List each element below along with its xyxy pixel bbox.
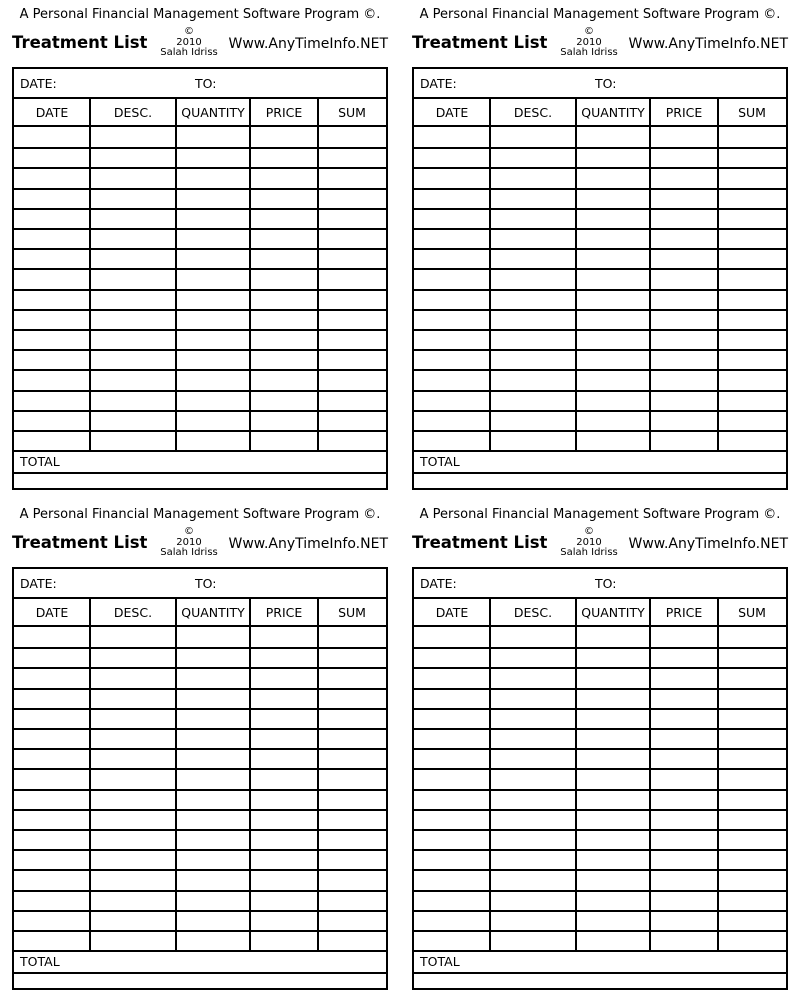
author-name: Salah Idriss [160, 547, 218, 558]
table-row-divider [14, 829, 386, 831]
to-label: TO: [595, 576, 617, 591]
table-row-divider [14, 647, 386, 649]
date-label: DATE: [420, 76, 457, 91]
total-label: TOTAL [20, 454, 60, 469]
date-row[interactable] [414, 69, 786, 99]
website-link[interactable]: Www.AnyTimeInfo.NET [228, 36, 388, 52]
tagline: A Personal Financial Management Software Program ©. [419, 507, 781, 522]
table-row-divider [14, 869, 386, 871]
ledger-sheet [412, 567, 788, 990]
website-link[interactable]: Www.AnyTimeInfo.NET [628, 536, 788, 552]
column-divider [317, 99, 319, 450]
copyright-credit [152, 527, 226, 559]
table-row-divider [414, 728, 786, 730]
date-row[interactable] [14, 569, 386, 599]
treatment-list-form [412, 500, 788, 992]
table-row-divider [414, 369, 786, 371]
table-row-divider [14, 728, 386, 730]
table-row-divider [14, 167, 386, 169]
author-name: Salah Idriss [560, 47, 618, 58]
copyright-credit [152, 27, 226, 59]
table-row-divider [14, 910, 386, 912]
column-divider [175, 599, 177, 950]
to-label: TO: [195, 576, 217, 591]
column-header: DATE [14, 99, 90, 127]
table-row-divider [14, 309, 386, 311]
table-row-divider [414, 849, 786, 851]
copyright-symbol: © [584, 526, 594, 537]
ledger-sheet [12, 67, 388, 490]
table-row-divider [414, 147, 786, 149]
copyright-symbol: © [584, 26, 594, 37]
table-row-divider [414, 248, 786, 250]
copyright-year: 2010 [576, 536, 602, 548]
column-header: SUM [718, 599, 786, 627]
treatment-list-form [12, 0, 388, 492]
column-header: SUM [318, 99, 386, 127]
column-header: QUANTITY [576, 599, 650, 627]
table-row-divider [414, 667, 786, 669]
column-header: PRICE [250, 599, 318, 627]
date-row[interactable] [414, 569, 786, 599]
table-row-divider [414, 748, 786, 750]
table-row-divider [414, 890, 786, 892]
column-header: PRICE [250, 99, 318, 127]
total-row[interactable] [414, 450, 786, 474]
table-row-divider [414, 768, 786, 770]
column-header: SUM [318, 599, 386, 627]
tagline: A Personal Financial Management Software Program ©. [419, 7, 781, 22]
ledger-sheet [412, 67, 788, 490]
website-link[interactable]: Www.AnyTimeInfo.NET [628, 36, 788, 52]
column-header: QUANTITY [176, 99, 250, 127]
table-row-divider [14, 188, 386, 190]
table-row-divider [414, 167, 786, 169]
table-row-divider [414, 390, 786, 392]
total-label: TOTAL [20, 954, 60, 969]
copyright-credit [552, 527, 626, 559]
table-row-divider [414, 329, 786, 331]
table-row-divider [14, 289, 386, 291]
total-row[interactable] [14, 950, 386, 974]
table-row-divider [414, 789, 786, 791]
table-row-divider [414, 430, 786, 432]
copyright-credit [552, 27, 626, 59]
table-row-divider [14, 849, 386, 851]
author-name: Salah Idriss [160, 47, 218, 58]
date-label: DATE: [20, 576, 57, 591]
table-row-divider [414, 809, 786, 811]
table-row-divider [14, 667, 386, 669]
column-header: DESC. [490, 599, 576, 627]
table-row-divider [14, 809, 386, 811]
date-label: DATE: [420, 576, 457, 591]
table-row-divider [14, 708, 386, 710]
table-row-divider [14, 268, 386, 270]
column-divider [717, 599, 719, 950]
column-header: DESC. [90, 99, 176, 127]
tagline: A Personal Financial Management Software Program ©. [19, 7, 381, 22]
table-row-divider [14, 349, 386, 351]
table-row-divider [14, 930, 386, 932]
column-header: DATE [414, 99, 490, 127]
form-title: Treatment List [412, 33, 548, 52]
column-header: DESC. [90, 599, 176, 627]
table-row-divider [414, 910, 786, 912]
form-title: Treatment List [12, 33, 148, 52]
column-divider [89, 599, 91, 950]
table-row-divider [14, 369, 386, 371]
form-title: Treatment List [412, 533, 548, 552]
author-name: Salah Idriss [560, 547, 618, 558]
to-label: TO: [195, 76, 217, 91]
table-row-divider [414, 688, 786, 690]
column-header: PRICE [650, 599, 718, 627]
total-label: TOTAL [420, 454, 460, 469]
table-row-divider [414, 930, 786, 932]
table-row-divider [414, 289, 786, 291]
table-row-divider [14, 147, 386, 149]
treatment-list-form [412, 0, 788, 492]
table-row-divider [14, 228, 386, 230]
column-divider [489, 599, 491, 950]
table-row-divider [414, 708, 786, 710]
column-divider [649, 599, 651, 950]
copyright-year: 2010 [176, 36, 202, 48]
treatment-list-form [12, 500, 388, 992]
to-label: TO: [595, 76, 617, 91]
table-row-divider [414, 829, 786, 831]
table-row-divider [414, 228, 786, 230]
table-row-divider [414, 349, 786, 351]
table-row-divider [414, 309, 786, 311]
column-header: DATE [414, 599, 490, 627]
column-divider [575, 99, 577, 450]
column-header: QUANTITY [176, 599, 250, 627]
total-row[interactable] [14, 450, 386, 474]
column-divider [175, 99, 177, 450]
column-divider [717, 99, 719, 450]
column-header: SUM [718, 99, 786, 127]
website-link[interactable]: Www.AnyTimeInfo.NET [228, 536, 388, 552]
column-divider [249, 99, 251, 450]
column-divider [649, 99, 651, 450]
table-row-divider [414, 188, 786, 190]
column-divider [89, 99, 91, 450]
table-row-divider [414, 268, 786, 270]
tagline: A Personal Financial Management Software Program ©. [19, 507, 381, 522]
form-title: Treatment List [12, 533, 148, 552]
date-row[interactable] [14, 69, 386, 99]
column-header: DATE [14, 599, 90, 627]
copyright-symbol: © [184, 526, 194, 537]
copyright-symbol: © [184, 26, 194, 37]
table-row-divider [14, 748, 386, 750]
copyright-year: 2010 [576, 36, 602, 48]
table-row-divider [14, 248, 386, 250]
column-header: PRICE [650, 99, 718, 127]
ledger-sheet [12, 567, 388, 990]
column-divider [575, 599, 577, 950]
table-row-divider [14, 768, 386, 770]
total-row[interactable] [414, 950, 786, 974]
table-row-divider [14, 789, 386, 791]
table-row-divider [14, 410, 386, 412]
date-label: DATE: [20, 76, 57, 91]
table-row-divider [14, 208, 386, 210]
column-header: QUANTITY [576, 99, 650, 127]
table-row-divider [14, 329, 386, 331]
table-row-divider [14, 390, 386, 392]
total-label: TOTAL [420, 954, 460, 969]
table-row-divider [414, 208, 786, 210]
column-divider [489, 99, 491, 450]
table-row-divider [14, 890, 386, 892]
column-divider [249, 599, 251, 950]
table-row-divider [414, 410, 786, 412]
table-row-divider [14, 688, 386, 690]
column-header: DESC. [490, 99, 576, 127]
table-row-divider [414, 647, 786, 649]
copyright-year: 2010 [176, 536, 202, 548]
table-row-divider [414, 869, 786, 871]
column-divider [317, 599, 319, 950]
table-row-divider [14, 430, 386, 432]
